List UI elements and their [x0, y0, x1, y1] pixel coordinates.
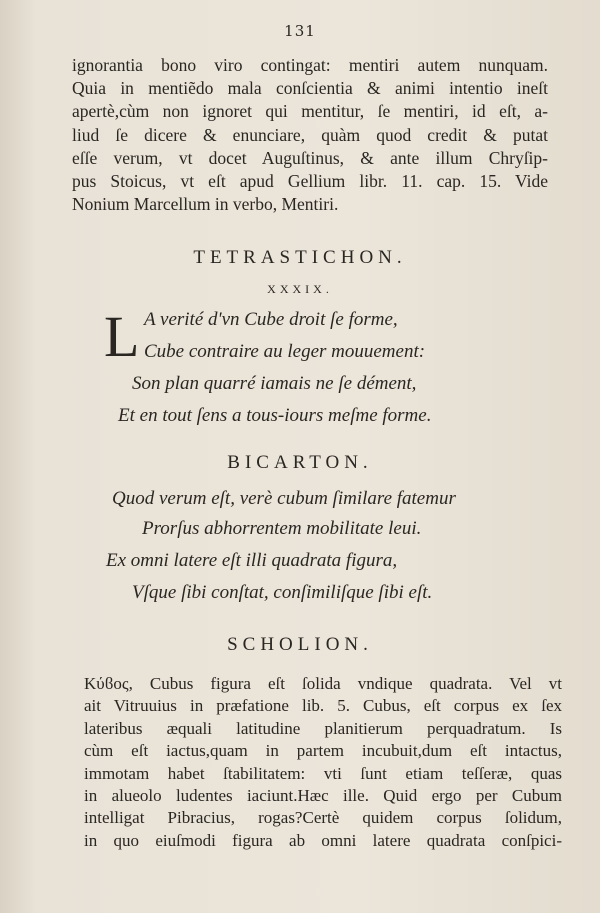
french-verse-line: Et en tout ſens a tous-iours meſme forme. [118, 405, 432, 426]
french-verse-line: Cube contraire au leger mouuement: [144, 341, 426, 362]
latin-verse-line: Ex omni latere eſt illi quadrata figura, [106, 550, 398, 571]
latin-verse-line: Prorſus abhorrentem mobilitate leui. [142, 518, 422, 539]
french-verse-line: A verité d'vn Cube droit ſe forme, [144, 309, 398, 330]
text-line: intelligat Pibracius, rogas?Certè quidem corpus ſolidum, [84, 808, 562, 828]
text-line: Κύϐος, Cubus figura eſt ſolida vndique quadrata. Vel vt [84, 674, 562, 693]
intro-paragraph [72, 54, 548, 216]
bicarton-heading: BICARTON. [227, 452, 373, 473]
tetrastichon-heading: TETRASTICHON. [193, 247, 407, 268]
text-line: cùm eſt iactus,quam in partem incubuit,dum eſt intactus, [84, 741, 562, 761]
text-line: ignorantia bono viro contingat: mentiri autem nunquam. [72, 55, 548, 75]
text-line: ait Vitruuius in præfatione lib. 5. Cubus, eſt corpus ex ſex [84, 696, 562, 716]
text-line: liud ſe dicere & enunciare, quàm quod credit & putat [72, 124, 548, 145]
text-line: pus Stoicus, vt eſt apud Gellium libr. 11. cap. 15. Vide [72, 171, 548, 192]
latin-verse-line: Quod verum eſt, verè cubum ſimilare fatemur [112, 488, 456, 509]
text-line: Nonium Marcellum in verbo, Mentiri. [72, 194, 339, 215]
scholion-paragraph [84, 673, 562, 852]
text-line: eſſe verum, vt docet Auguſtinus, & ante illum Chryſip- [72, 147, 548, 168]
french-verse-line: Son plan quarré iamais ne ſe dément, [132, 373, 417, 394]
text-line: apertè,cùm non ignoret qui mentitur, ſe mentiri, id eſt, a- [72, 101, 548, 122]
text-line: in alueolo ludentes iaciunt.Hæc ille. Quid ergo per Cubum [84, 786, 562, 806]
text-line: lateribus æquali latitudine planitierum perquadratum. Is [84, 718, 562, 738]
drop-cap: L [104, 304, 140, 369]
text-line: Quia in mentiẽdo mala conſcientia & animi intentio ineſt [72, 78, 548, 99]
scholion-heading: SCHOLION. [227, 634, 373, 655]
stanza-number: XXXIX. [267, 282, 333, 296]
latin-verse-line: Vſque ſibi conſtat, conſimiliſque ſibi eſt. [132, 582, 433, 603]
page-number: 131 [284, 22, 316, 40]
text-line: immotam habet ſtabilitatem: vti ſunt etiam teſſeræ, quas [84, 763, 562, 783]
text-line: in quo eiuſmodi figura ab omni latere quadrata conſpici- [84, 830, 562, 850]
